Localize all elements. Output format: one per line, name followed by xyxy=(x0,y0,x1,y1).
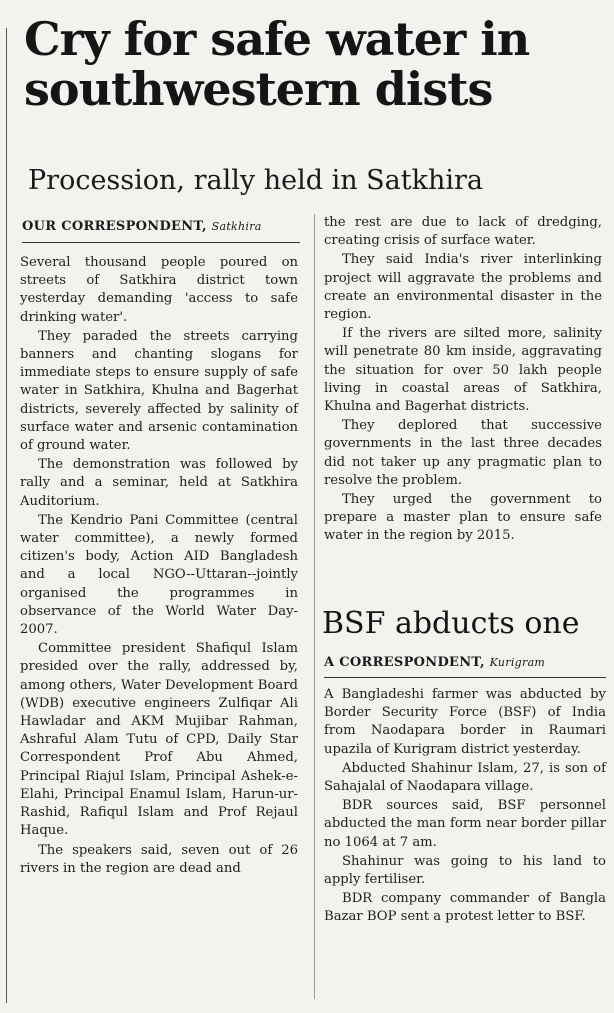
byline-author: OUR CORRESPONDENT, xyxy=(22,219,207,234)
paragraph: A Bangladeshi farmer was abducted by Border Security Force (BSF) of India from Naodapara border in Raumari upazila of Kurigram district yesterday. xyxy=(324,687,606,757)
paragraph: Shahinur was going to his land to apply fertiliser. xyxy=(324,853,606,888)
paragraph: They said India's river interlinking project will aggravate the problems and create an environmental disaster in the region. xyxy=(324,252,602,323)
paragraph: Committee president Shafiqul Islam presided over the rally, addressed by, among others, Water Development Board (WDB) executive engineers Zulfiqar Ali Hawladar and AKM Mujibar Rahman, Ashraful Alam Tutu of CPD, Daily Star Correspondent Prof Abu Ahmed, Principal Riajul Islam, Principal Ashek-e-Elahi, Principal Enamul Islam, Harun-ur-Rashid, Rafiqul Islam and Prof Rejaul Haque. xyxy=(20,641,298,839)
paragraph: If the rivers are silted more, salinity will penetrate 80 km inside, aggravating the situation for over 50 lakh people living in coastal areas of Satkhira, Khulna and Bagerhat districts. xyxy=(324,326,602,415)
byline-rule xyxy=(22,242,300,243)
paragraph: They urged the government to prepare a master plan to ensure safe water in the region by 2015. xyxy=(324,492,602,544)
article2-byline-rule xyxy=(324,677,606,678)
byline-location: Kurigram xyxy=(489,656,546,669)
paragraph: Abducted Shahinur Islam, 27, is son of Sahajalal of Naodapara village. xyxy=(324,760,606,795)
article2-byline xyxy=(324,655,545,670)
paragraph: The Kendrio Pani Committee (central water committee), a newly formed citizen's body, Action AID Bangladesh and a local NGO--Uttaran--jointly organised the programmes in observance of the World Water Day-2007. xyxy=(20,512,298,638)
column-divider xyxy=(314,214,315,999)
byline-location: Satkhira xyxy=(211,220,262,233)
paragraph: The speakers said, seven out of 26 rivers in the region are dead and xyxy=(20,842,298,876)
article-column-right xyxy=(324,214,602,547)
article2-column xyxy=(324,686,606,928)
paragraph: BDR sources said, BSF personnel abducted the man form near border pillar no 1064 at 7 am. xyxy=(324,798,606,850)
paragraph: They paraded the streets carrying banners and chanting slogans for immediate steps to ensure supply of safe water in Satkhira, Khulna and Bagerhat districts, severely affected by salinity of surface water and arsenic contamination of ground water. xyxy=(20,328,298,454)
article-byline xyxy=(22,219,262,234)
article-headline: Cry for safe water in southwestern dists xyxy=(24,12,530,116)
article-column-left xyxy=(20,254,298,879)
byline-author: A CORRESPONDENT, xyxy=(324,655,485,670)
column-edge-rule xyxy=(6,28,7,1003)
paragraph: Several thousand people poured on streets of Satkhira district town yesterday demanding 'access to safe drinking water'. xyxy=(20,255,298,325)
paragraph: BDR company commander of Bangla Bazar BOP sent a protest letter to BSF. xyxy=(324,891,606,925)
article2-headline: BSF abducts one xyxy=(322,606,580,641)
paragraph: the rest are due to lack of dredging, creating crisis of surface water. xyxy=(324,215,602,249)
paragraph: The demonstration was followed by rally and a seminar, held at Satkhira Auditorium. xyxy=(20,457,298,509)
paragraph: They deplored that successive governments in the last three decades did not taker up any pragmatic plan to resolve the problem. xyxy=(324,418,602,488)
article-subheadline: Procession, rally held in Satkhira xyxy=(28,165,484,196)
